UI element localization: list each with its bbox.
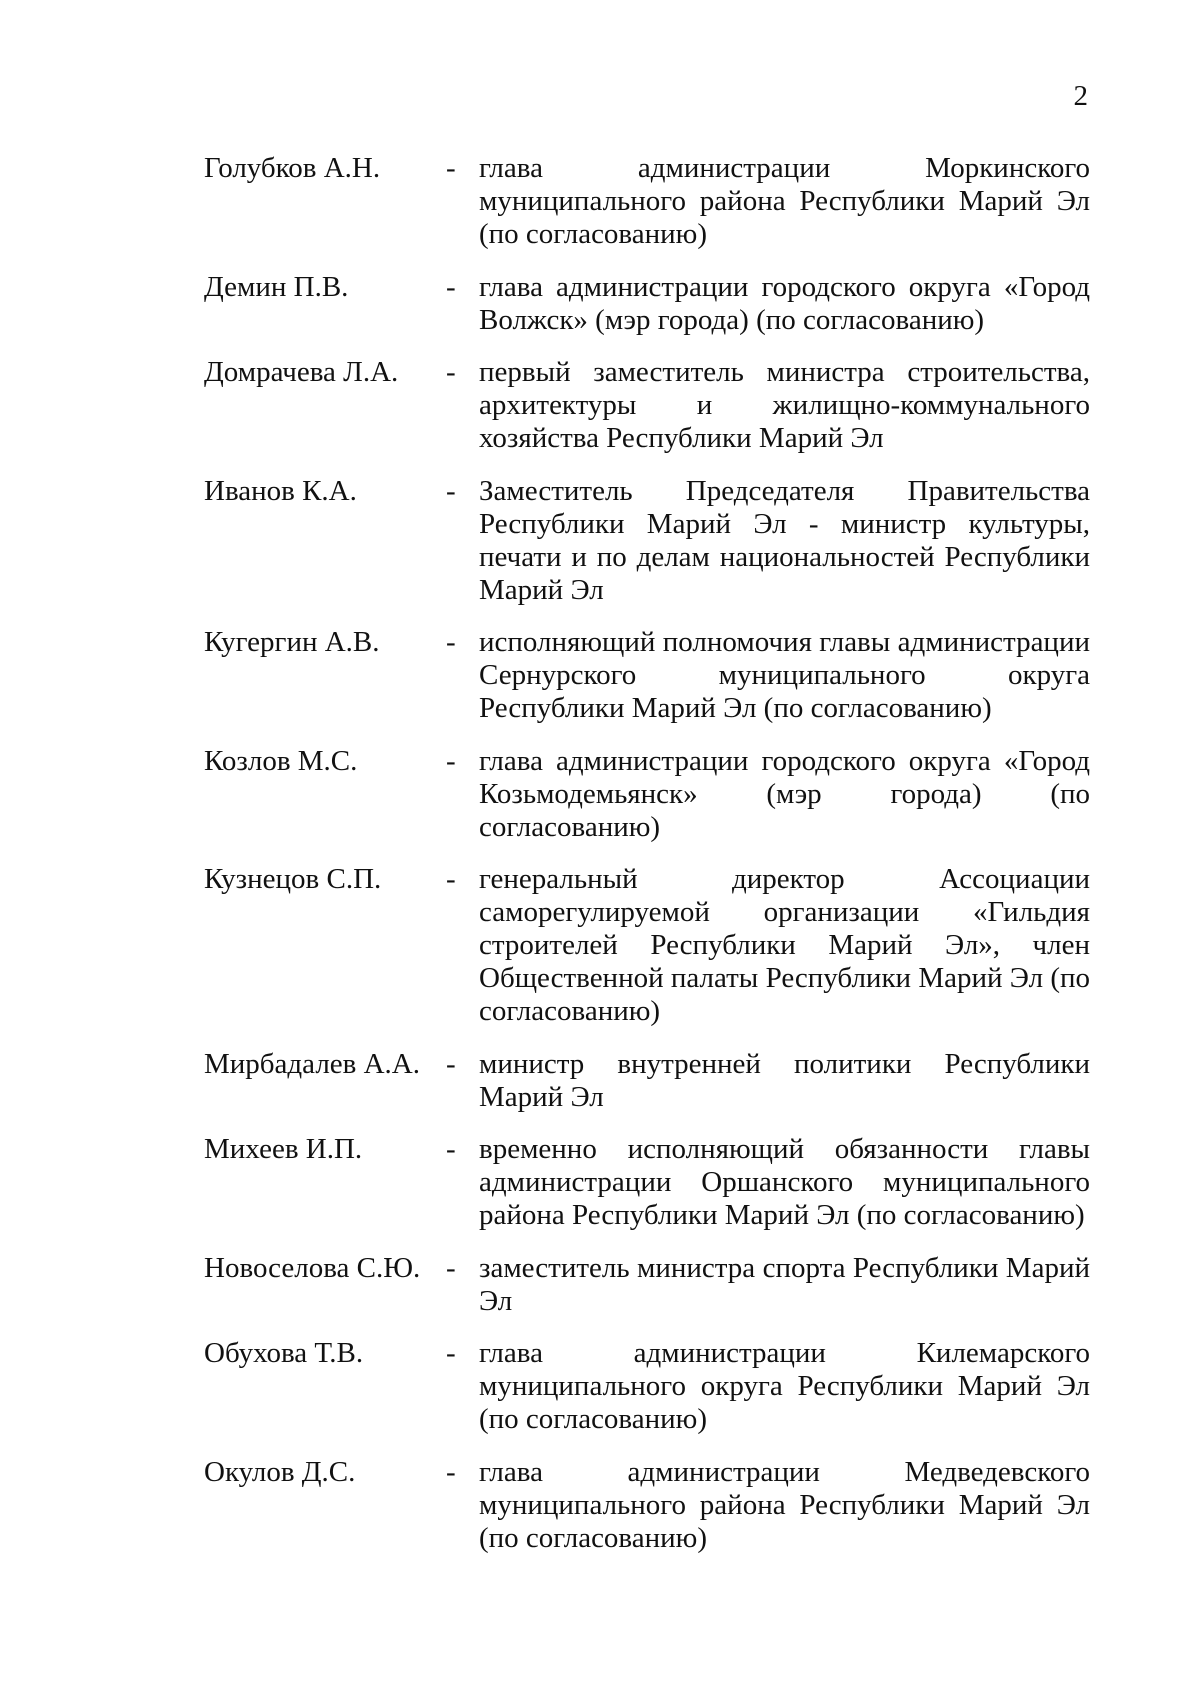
member-role: заместитель министра спорта Республики Марий Эл xyxy=(479,1251,1090,1317)
member-entry xyxy=(204,745,1090,844)
separator-dash: - xyxy=(446,1133,456,1165)
member-role: глава администрации городского округа «Город Козьмодемьянск» (мэр города) (по согласованию) xyxy=(479,744,1090,843)
member-name: Новоселова С.Ю. xyxy=(204,1251,421,1284)
member-name: Обухова Т.В. xyxy=(204,1337,364,1369)
member-role: исполняющий полномочия главы администрации Сернурского муниципального округа Республики Марий Эл (по согласованию) xyxy=(479,626,1090,724)
member-entry xyxy=(204,152,1090,251)
member-entry xyxy=(204,863,1090,1028)
member-name: Кузнецов С.П. xyxy=(204,863,382,895)
page-number: 2 xyxy=(1073,80,1088,112)
member-name: Козлов М.С. xyxy=(204,744,358,777)
member-list xyxy=(204,152,1090,1555)
member-name: Кугергин А.В. xyxy=(204,626,380,658)
member-role: министр внутренней политики Республики Марий Эл xyxy=(479,1047,1090,1113)
member-name: Мирбадалев А.А. xyxy=(204,1047,420,1080)
member-entry xyxy=(204,475,1090,607)
member-role: Заместитель Председателя Правительства Республики Марий Эл - министр культуры, печати и по делам национальностей Республики Марий Эл xyxy=(479,474,1090,606)
member-role: глава администрации Моркинского муниципального района Республики Марий Эл (по согласованию) xyxy=(479,152,1090,250)
member-role: глава администрации Килемарского муниципального округа Республики Марий Эл (по согласованию) xyxy=(479,1337,1090,1435)
member-name: Демин П.В. xyxy=(204,270,349,303)
member-role: временно исполняющий обязанности главы администрации Оршанского муниципального района Республики Марий Эл (по согласованию) xyxy=(479,1133,1090,1231)
separator-dash: - xyxy=(446,270,456,303)
member-entry xyxy=(204,1337,1090,1436)
member-entry xyxy=(204,271,1090,337)
separator-dash: - xyxy=(446,863,456,895)
member-role: генеральный директор Ассоциации саморегулируемой организации «Гильдия строителей Республики Марий Эл», член Общественной палаты Республики Марий Эл (по согласованию) xyxy=(479,863,1090,1027)
member-name: Домрачева Л.А. xyxy=(204,356,399,388)
member-name: Голубков А.Н. xyxy=(204,152,381,184)
member-name: Окулов Д.С. xyxy=(204,1455,356,1488)
separator-dash: - xyxy=(446,1251,456,1284)
separator-dash: - xyxy=(446,1337,456,1369)
separator-dash: - xyxy=(446,744,456,777)
separator-dash: - xyxy=(446,1455,456,1488)
separator-dash: - xyxy=(446,626,456,658)
member-role: глава администрации Медведевского муниципального района Республики Марий Эл (по согласованию) xyxy=(479,1455,1090,1554)
separator-dash: - xyxy=(446,152,456,184)
member-entry xyxy=(204,626,1090,725)
member-role: первый заместитель министра строительства, архитектуры и жилищно-коммунального хозяйства Республики Марий Эл xyxy=(479,356,1090,454)
member-entry xyxy=(204,1456,1090,1555)
separator-dash: - xyxy=(446,1047,456,1080)
member-name: Иванов К.А. xyxy=(204,474,357,507)
member-entry xyxy=(204,1252,1090,1318)
member-entry xyxy=(204,356,1090,455)
separator-dash: - xyxy=(446,356,456,388)
member-role: глава администрации городского округа «Город Волжск» (мэр города) (по согласованию) xyxy=(479,270,1090,336)
separator-dash: - xyxy=(446,474,456,507)
member-entry xyxy=(204,1133,1090,1232)
member-name: Михеев И.П. xyxy=(204,1133,363,1165)
member-entry xyxy=(204,1048,1090,1114)
